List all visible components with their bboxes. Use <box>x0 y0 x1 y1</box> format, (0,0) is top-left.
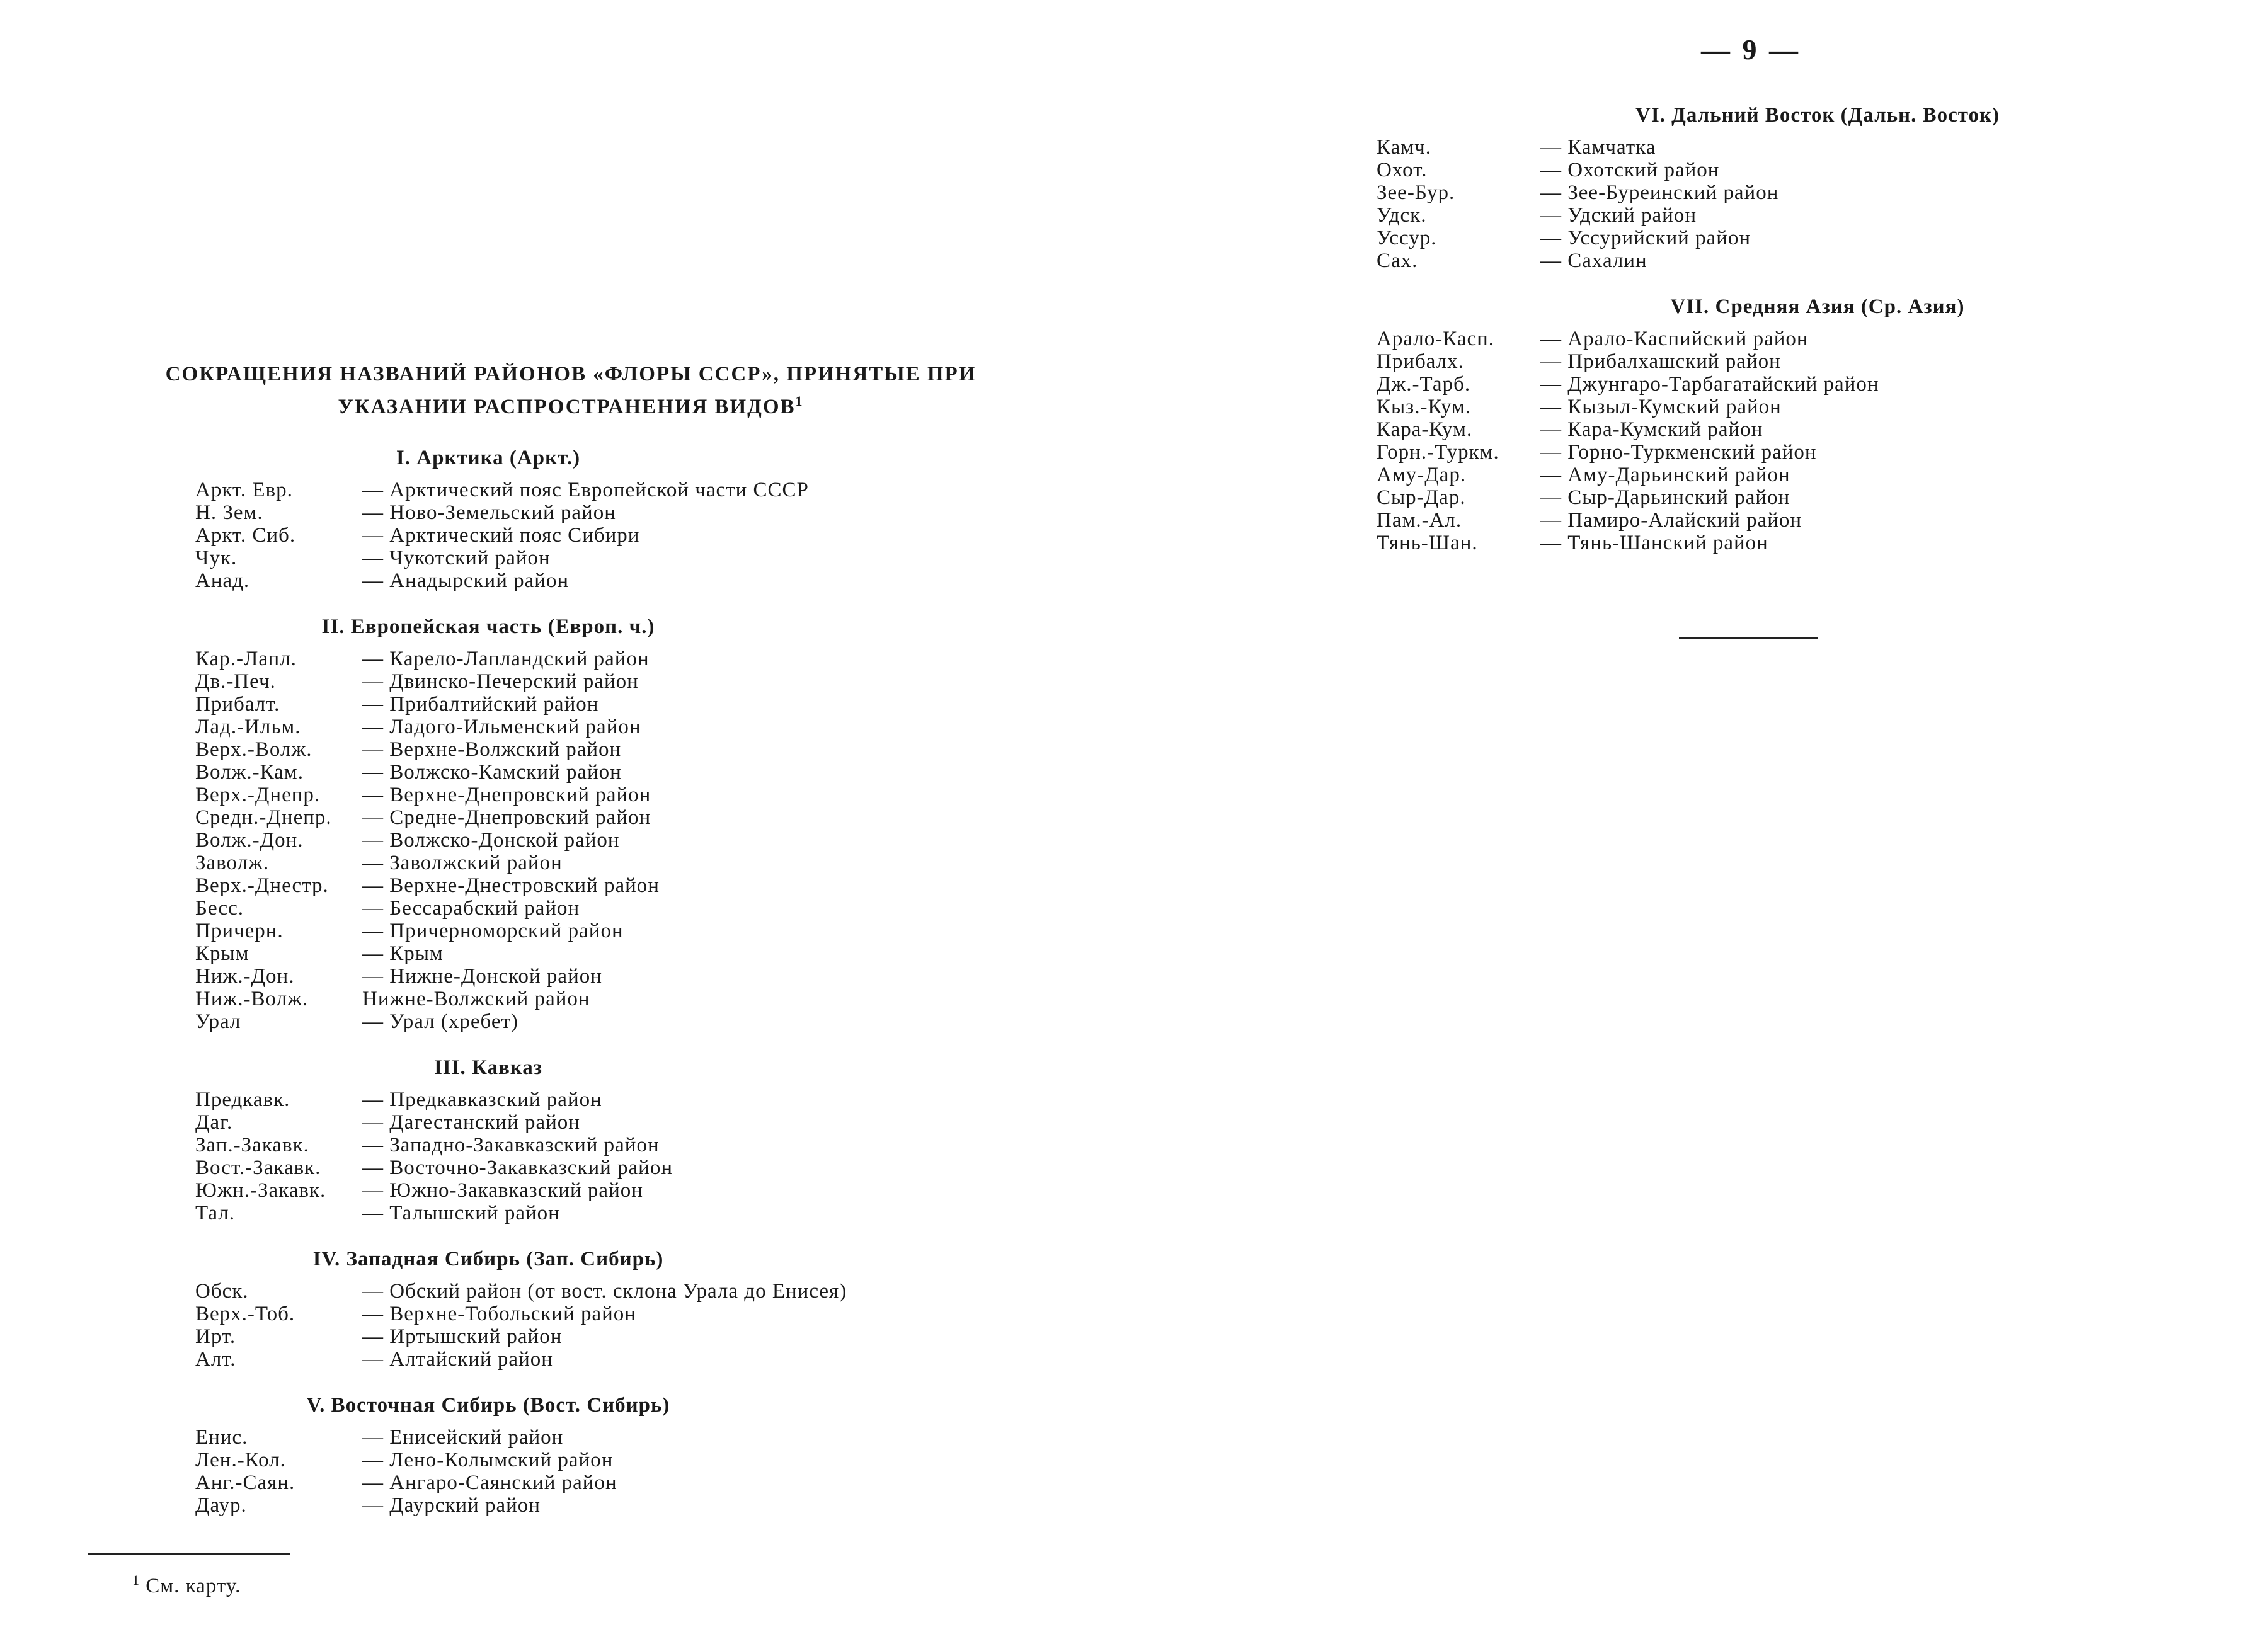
entry-abbreviation: Зее-Бур. <box>1377 181 1455 204</box>
entry-full-name: — Обский район (от вост. склона Урала до Енисея) <box>362 1280 847 1303</box>
entry-abbreviation: Ирт. <box>195 1325 236 1348</box>
entry-abbreviation: Чук. <box>195 547 238 569</box>
entry-abbreviation: Верх.-Днестр. <box>195 874 329 897</box>
entry-row <box>107 1449 1052 1471</box>
entry-full-name: — Удский район <box>1540 204 1697 227</box>
entry-abbreviation: Прибалт. <box>195 693 280 716</box>
entry-row <box>107 1280 1052 1303</box>
entry-abbreviation: Сах. <box>1377 249 1418 272</box>
entry-row <box>107 1156 1052 1179</box>
entry-row <box>107 1348 1052 1371</box>
left-column <box>107 358 1052 1517</box>
entry-row <box>107 784 1052 806</box>
entry-abbreviation: Тянь-Шан. <box>1377 532 1478 554</box>
entry-full-name: — Даурский район <box>362 1494 541 1517</box>
entry-row <box>107 761 1052 784</box>
title-line-2-text: УКАЗАНИИ РАСПРОСТРАНЕНИЯ ВИДОВ <box>338 396 796 418</box>
entry-abbreviation: Лен.-Кол. <box>195 1449 286 1471</box>
end-rule <box>1679 637 1818 639</box>
section <box>107 612 1052 1033</box>
entry-full-name: — Сыр-Дарьинский район <box>1540 486 1790 509</box>
entry-full-name: — Уссурийский район <box>1540 227 1751 249</box>
entry-abbreviation: Аркт. Евр. <box>195 479 293 501</box>
entry-row <box>1377 373 2196 396</box>
entry-row <box>107 693 1052 716</box>
entry-list <box>107 1088 1052 1224</box>
entry-full-name: — Средне-Днепровский район <box>362 806 651 829</box>
entry-abbreviation: Кар.-Лапл. <box>195 648 297 670</box>
entry-full-name: — Бессарабский район <box>362 897 580 920</box>
entry-full-name: — Причерноморский район <box>362 920 624 942</box>
entry-row <box>107 1088 1052 1111</box>
entry-abbreviation: Удск. <box>1377 204 1427 227</box>
entry-list <box>1377 328 2196 554</box>
right-sections <box>1377 101 2196 554</box>
entry-full-name: — Западно-Закавказский район <box>362 1134 660 1156</box>
entry-row <box>1377 532 2196 554</box>
entry-full-name: — Тянь-Шанский район <box>1540 532 1768 554</box>
entry-abbreviation: Волж.-Кам. <box>195 761 304 784</box>
entry-full-name: — Горно-Туркменский район <box>1540 441 1817 464</box>
section-title: II. Европейская часть (Европ. ч.) <box>321 615 655 638</box>
section-title: IV. Западная Сибирь (Зап. Сибирь) <box>312 1248 664 1270</box>
entry-row <box>107 806 1052 829</box>
section-title: I. Арктика (Аркт.) <box>396 447 581 469</box>
entry-list <box>1377 136 2196 272</box>
section <box>1377 292 2196 554</box>
entry-abbreviation: Кыз.-Кум. <box>1377 396 1472 418</box>
entry-row <box>1377 159 2196 181</box>
entry-abbreviation: Дж.-Тарб. <box>1377 373 1471 396</box>
entry-row <box>107 716 1052 738</box>
entry-full-name: — Арало-Каспийский район <box>1540 328 1809 350</box>
entry-abbreviation: Обск. <box>195 1280 249 1303</box>
entry-abbreviation: Верх.-Днепр. <box>195 784 321 806</box>
section-title: VII. Средняя Азия (Ср. Азия) <box>1670 295 1965 318</box>
entry-full-name: — Талышский район <box>362 1202 560 1224</box>
entry-row <box>1377 204 2196 227</box>
entry-row <box>107 1179 1052 1202</box>
entry-full-name: — Памиро-Алайский район <box>1540 509 1802 532</box>
entry-row <box>107 569 1052 592</box>
entry-abbreviation: Даур. <box>195 1494 247 1517</box>
entry-full-name: — Камчатка <box>1540 136 1656 159</box>
entry-full-name: — Чукотский район <box>362 547 551 569</box>
entry-full-name: — Дагестанский район <box>362 1111 580 1134</box>
entry-full-name: — Алтайский район <box>362 1348 553 1371</box>
section <box>107 1053 1052 1224</box>
entry-row <box>1377 486 2196 509</box>
entry-row <box>1377 227 2196 249</box>
section <box>107 443 1052 592</box>
entry-list <box>107 479 1052 592</box>
entry-abbreviation: Верх.-Волж. <box>195 738 312 761</box>
entry-full-name: — Анадырский район <box>362 569 570 592</box>
entry-row <box>107 1303 1052 1325</box>
entry-abbreviation: Верх.-Тоб. <box>195 1303 295 1325</box>
entry-row <box>107 479 1052 501</box>
right-column <box>1377 101 2196 554</box>
entry-full-name: — Арктический пояс Европейской части СССР <box>362 479 809 501</box>
left-sections <box>107 443 1052 1517</box>
entry-abbreviation: Анад. <box>195 569 250 592</box>
entry-full-name: — Прибалтийский район <box>362 693 599 716</box>
entry-full-name: — Зее-Буреинский район <box>1540 181 1779 204</box>
entry-abbreviation: Вост.-Закавк. <box>195 1156 321 1179</box>
entry-abbreviation: Причерн. <box>195 920 284 942</box>
entry-abbreviation: Предкавк. <box>195 1088 290 1111</box>
section <box>107 1391 1052 1517</box>
entry-row <box>107 648 1052 670</box>
entry-full-name: — Арктический пояс Сибири <box>362 524 640 547</box>
entry-list <box>107 1426 1052 1517</box>
section-title: VI. Дальний Восток (Дальн. Восток) <box>1635 104 2000 127</box>
entry-full-name: — Нижне-Донской район <box>362 965 602 988</box>
entry-full-name: — Верхне-Волжский район <box>362 738 622 761</box>
entry-row <box>107 874 1052 897</box>
entry-full-name: Нижне-Волжский район <box>362 988 590 1010</box>
entry-abbreviation: Н. Зем. <box>195 501 263 524</box>
entry-full-name: — Волжско-Камский район <box>362 761 622 784</box>
entry-full-name: — Двинско-Печерский район <box>362 670 639 693</box>
entry-abbreviation: Урал <box>195 1010 241 1033</box>
entry-row <box>1377 396 2196 418</box>
footnote <box>132 1572 241 1598</box>
entry-abbreviation: Аму-Дар. <box>1377 464 1467 486</box>
entry-abbreviation: Сыр-Дар. <box>1377 486 1466 509</box>
entry-abbreviation: Пам.-Ал. <box>1377 509 1462 532</box>
entry-row <box>107 501 1052 524</box>
footnote-rule <box>88 1553 290 1555</box>
entry-full-name: — Джунгаро-Тарбагатайский район <box>1540 373 1879 396</box>
entry-row <box>107 920 1052 942</box>
entry-abbreviation: Бесс. <box>195 897 244 920</box>
entry-full-name: — Волжско-Донской район <box>362 829 620 852</box>
entry-full-name: — Верхне-Тобольский район <box>362 1303 636 1325</box>
section <box>1377 101 2196 272</box>
entry-abbreviation: Заволж. <box>195 852 270 874</box>
entry-full-name: — Верхне-Днестровский район <box>362 874 660 897</box>
entry-full-name: — Крым <box>362 942 444 965</box>
footnote-text: См. карту. <box>146 1575 241 1597</box>
entry-row <box>1377 509 2196 532</box>
entry-row <box>107 1325 1052 1348</box>
entry-row <box>107 942 1052 965</box>
entry-full-name: — Предкавказский район <box>362 1088 602 1111</box>
entry-abbreviation: Кара-Кум. <box>1377 418 1473 441</box>
title-line-2 <box>98 391 1043 423</box>
entry-row <box>107 1471 1052 1494</box>
entry-abbreviation: Южн.-Закавк. <box>195 1179 326 1202</box>
entry-full-name: — Иртышский район <box>362 1325 563 1348</box>
entry-row <box>107 1134 1052 1156</box>
entry-full-name: — Енисейский район <box>362 1426 564 1449</box>
entry-full-name: — Верхне-Днепровский район <box>362 784 651 806</box>
entry-full-name: — Карело-Лапландский район <box>362 648 650 670</box>
entry-abbreviation: Прибалх. <box>1377 350 1464 373</box>
entry-abbreviation: Ниж.-Дон. <box>195 965 295 988</box>
entry-abbreviation: Лад.-Ильм. <box>195 716 301 738</box>
entry-full-name: — Ладого-Ильменский район <box>362 716 641 738</box>
section <box>107 1245 1052 1371</box>
entry-row <box>107 670 1052 693</box>
entry-row <box>1377 464 2196 486</box>
section-title: V. Восточная Сибирь (Вост. Сибирь) <box>306 1394 670 1417</box>
entry-row <box>107 524 1052 547</box>
entry-abbreviation: Алт. <box>195 1348 236 1371</box>
entry-abbreviation: Ниж.-Волж. <box>195 988 309 1010</box>
title-footnote-marker: 1 <box>795 393 804 409</box>
entry-full-name: — Аму-Дарьинский район <box>1540 464 1790 486</box>
entry-list <box>107 1280 1052 1371</box>
entry-abbreviation: Камч. <box>1377 136 1431 159</box>
entry-full-name: — Южно-Закавказский район <box>362 1179 643 1202</box>
entry-abbreviation: Енис. <box>195 1426 248 1449</box>
entry-row <box>1377 350 2196 373</box>
document-title <box>98 358 1043 423</box>
entry-row <box>107 1111 1052 1134</box>
entry-abbreviation: Арало-Касп. <box>1377 328 1495 350</box>
entry-row <box>1377 181 2196 204</box>
entry-row <box>107 1010 1052 1033</box>
entry-abbreviation: Уссур. <box>1377 227 1437 249</box>
entry-full-name: — Лено-Колымский район <box>362 1449 614 1471</box>
entry-row <box>107 1202 1052 1224</box>
entry-abbreviation: Аркт. Сиб. <box>195 524 296 547</box>
entry-full-name: — Сахалин <box>1540 249 1647 272</box>
entry-abbreviation: Средн.-Днепр. <box>195 806 332 829</box>
entry-row <box>1377 328 2196 350</box>
entry-full-name: — Кызыл-Кумский район <box>1540 396 1782 418</box>
entry-full-name: — Урал (хребет) <box>362 1010 518 1033</box>
entry-full-name: — Заволжский район <box>362 852 563 874</box>
page-number: — 9 — <box>1701 33 1801 66</box>
entry-abbreviation: Тал. <box>195 1202 235 1224</box>
entry-abbreviation: Горн.-Туркм. <box>1377 441 1499 464</box>
entry-abbreviation: Волж.-Дон. <box>195 829 304 852</box>
entry-list <box>107 648 1052 1033</box>
footnote-marker: 1 <box>132 1572 140 1588</box>
entry-abbreviation: Охот. <box>1377 159 1428 181</box>
entry-abbreviation: Даг. <box>195 1111 233 1134</box>
entry-row <box>107 852 1052 874</box>
entry-row <box>107 829 1052 852</box>
entry-full-name: — Кара-Кумский район <box>1540 418 1763 441</box>
entry-row <box>107 738 1052 761</box>
entry-row <box>107 1426 1052 1449</box>
section-title: III. Кавказ <box>433 1056 543 1079</box>
entry-row <box>107 1494 1052 1517</box>
title-line-1: СОКРАЩЕНИЯ НАЗВАНИЙ РАЙОНОВ «ФЛОРЫ СССР», ПРИНЯТЫЕ ПРИ <box>165 363 976 385</box>
entry-row <box>1377 441 2196 464</box>
entry-full-name: — Прибалхашский район <box>1540 350 1781 373</box>
entry-row <box>1377 136 2196 159</box>
entry-abbreviation: Анг.-Саян. <box>195 1471 295 1494</box>
entry-abbreviation: Зап.-Закавк. <box>195 1134 309 1156</box>
entry-row <box>107 965 1052 988</box>
entry-row <box>1377 249 2196 272</box>
entry-full-name: — Восточно-Закавказский район <box>362 1156 673 1179</box>
entry-row <box>107 547 1052 569</box>
entry-row <box>107 897 1052 920</box>
entry-full-name: — Ангаро-Саянский район <box>362 1471 617 1494</box>
entry-full-name: — Ново-Земельский район <box>362 501 616 524</box>
entry-full-name: — Охотский район <box>1540 159 1720 181</box>
entry-row <box>107 988 1052 1010</box>
entry-abbreviation: Крым <box>195 942 249 965</box>
entry-abbreviation: Дв.-Печ. <box>195 670 276 693</box>
entry-row <box>1377 418 2196 441</box>
